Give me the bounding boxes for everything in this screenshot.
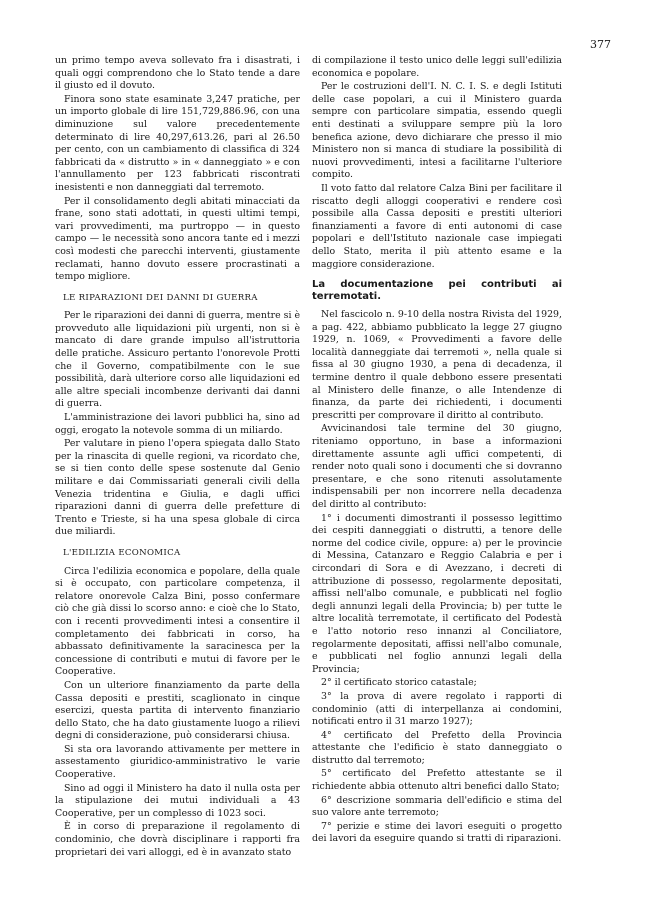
right-column [312,55,562,847]
list-item: 2° il certificato storico catastale; [321,677,477,689]
paragraph: Avvicinandosi tale termine del 30 giugno, riteniamo opportuno, in base a informazioni direttamente assunte agli uffici competenti, di render noto quali sono i documenti che si dovranno presentare, e che sono ritenuti assolutamente indispensabili per non incorrere nella decadenza del diritto al contributo: [312,423,562,510]
paragraph: Sino ad oggi il Ministero ha dato il nulla osta per la stipulazione dei mutui individuali a 43 Cooperative, per un complesso di 1023 soci. [55,782,300,819]
paragraph: Per le costruzioni dell'I. N. C. I. S. e degli Istituti delle case popolari, a cui il Ministero guarda sempre con particolare simpatia, essendo quegli enti destinati a sviluppare sempre più la loro benefica azione, devo dichiarare che presso il mio Ministero non si manca di studiare la possibilità di nuovi provvedimenti, intesi a facilitarne l'ulteriore compito. [312,81,562,181]
paragraph: Nel fascicolo n. 9-10 della nostra Rivista del 1929, a pag. 422, abbiamo pubblicato la legge 27 giugno 1929, n. 1069, « Provvedimenti a favore delle località danneggiate dai terremoti », nella quale si fissa al 30 giugno 1930, a pena di decadenza, il termine dentro il quale debbono essere presentati al Ministero delle finanze, o alle Intendenze di finanza, da parte dei richiedenti, i documenti prescritti per comprovare il diritto al contributo. [312,309,562,421]
paragraph: Con un ulteriore finanziamento da parte della Cassa depositi e prestiti, scaglionato in cinque esercizi, questa partita di intervento finanziario dello Stato, che ha dato giustamente luogo a rilievi degni di considerazione, può considerarsi chiusa. [55,679,300,742]
paragraph: L'amministrazione dei lavori pubblici ha, sino ad oggi, erogato la notevole somma di un miliardo. [55,412,300,436]
list-item: 6° descrizione sommaria dell'edificio e stima del suo valore ante terremoto; [312,794,562,819]
list-item: 5° certificato del Prefetto attestante se il richiedente abbia ottenuto altri benefici dallo Stato; [312,768,562,793]
section-title: L'EDILIZIA ECONOMICA [63,547,181,558]
paragraph: un primo tempo aveva sollevato fra i disastrati, i quali oggi comprendono che lo Stato tende a dare il giusto ed il dovuto. [55,55,300,92]
list-item: 7° perizie e stime dei lavori eseguiti o progetto dei lavori da eseguire quando si tratti di riparazioni. [312,820,562,845]
list-item: 1° i documenti dimostranti il possesso legittimo dei cespiti danneggiati o distrutti, a tenore delle norme del codice civile, oppure: a) per le provincie di Messina, Catanzaro e Reggio Calabria e per i circondari di Sora e di Avezzano, i decreti di attribuzione di possesso, regolarmente depositati, affissi nell'albo comunale, e pubblicati nel foglio degli annunzi legali della Provincia; b) per tutte le altre località terremotate, il certificato del Podestà e l'atto notorio reso innanzi al Conciliatore, regolarmente depositati, affissi nell'albo comunale, e pubblicati nel foglio annunzi legali della Provincia; [312,512,562,675]
list-item: 4° certificato del Prefetto della Provincia attestante che l'edificio è stato danneggiato o distrutto dal terremoto; [312,729,562,766]
paragraph: Si sta ora lavorando attivamente per mettere in assestamento giuridico-amministrativo le varie Cooperative. [55,743,300,781]
left-column [55,55,300,860]
paragraph: Finora sono state esaminate 3,247 pratiche, per un importo globale di lire 151,729,886.96, con una diminuzione sul valore precedentemente determinato di lire 40,297,613.26, pari al 26.50 per cento, con un cambiamento di classifica di 324 fabbricati da « distrutto » in « danneggiato » e con l'annullamento per 123 fabbricati riscontrati inesistenti e non danneggiati dal terremoto. [55,93,300,193]
section-title: LE RIPARAZIONI DEI DANNI DI GUERRA [63,292,258,303]
page-number: 377 [590,38,611,51]
paragraph: È in corso di preparazione il regolamento di condominio, che dovrà disciplinare i rapporti fra proprietari dei vari alloggi, ed è in avanzato stato [55,821,300,858]
paragraph: Per il consolidamento degli abitati minacciati da frane, sono stati adottati, in questi ultimi tempi, vari provvedimenti, ma purtroppo — in questo campo — le necessità sono ancora tante ed i mezzi così modesti che parecchi interventi, giustamente reclamati, hanno dovuto essere procrastinati a tempo migliore. [55,195,300,283]
list-item: 3° la prova di avere regolato i rapporti di condominio (atti di interpellanza ai condomini, notificati entro il 31 marzo 1927); [312,690,562,728]
article-heading: La documentazione pei contributi ai terremotati. [312,279,562,303]
paragraph: Per valutare in pieno l'opera spiegata dallo Stato per la rinascita di quelle regioni, va ricordato che, se si tien conto delle spese sostenute dal Genio militare e dai Commissariati generali civili della Venezia tridentina e Giulia, e dagli uffici riparazioni danni di guerra delle prefetture di Trento e Trieste, si ha una spesa globale di circa due miliardi. [55,438,300,538]
paragraph: Il voto fatto dal relatore Calza Bini per facilitare il riscatto degli alloggi cooperativi e rendere così possibile alla Cassa depositi e prestiti ulteriori finanziamenti a favore di enti autonomi di case popolari e dell'Istituto nazionale case impiegati dello Stato, merita il più attento esame e la maggiore considerazione. [312,182,562,270]
paragraph: Circa l'edilizia economica e popolare, della quale si è occupato, con particolare competenza, il relatore onorevole Calza Bini, posso confermare ciò che già dissi lo scorso anno: e cioè che lo Stato, con i recenti provvedimenti intesi a consentire il completamento dei fabbricati in corso, ha abbassato definitivamente la saracinesca per la concessione di contributi e mutui di favore per le Cooperative. [55,565,300,678]
paragraph: Per le riparazioni dei danni di guerra, mentre si è provveduto alle liquidazioni più urgenti, non si è mancato di dare grande impulso all'istruttoria delle pratiche. Assicuro pertanto l'onorevole Protti che il Governo, compatibilmente con le sue possibilità, darà ulteriore corso alle liquidazioni ed alle altre speciali incombenze derivanti dai danni di guerra. [55,310,301,410]
paragraph: di compilazione il testo unico delle leggi sull'edilizia economica e popolare. [312,55,562,79]
